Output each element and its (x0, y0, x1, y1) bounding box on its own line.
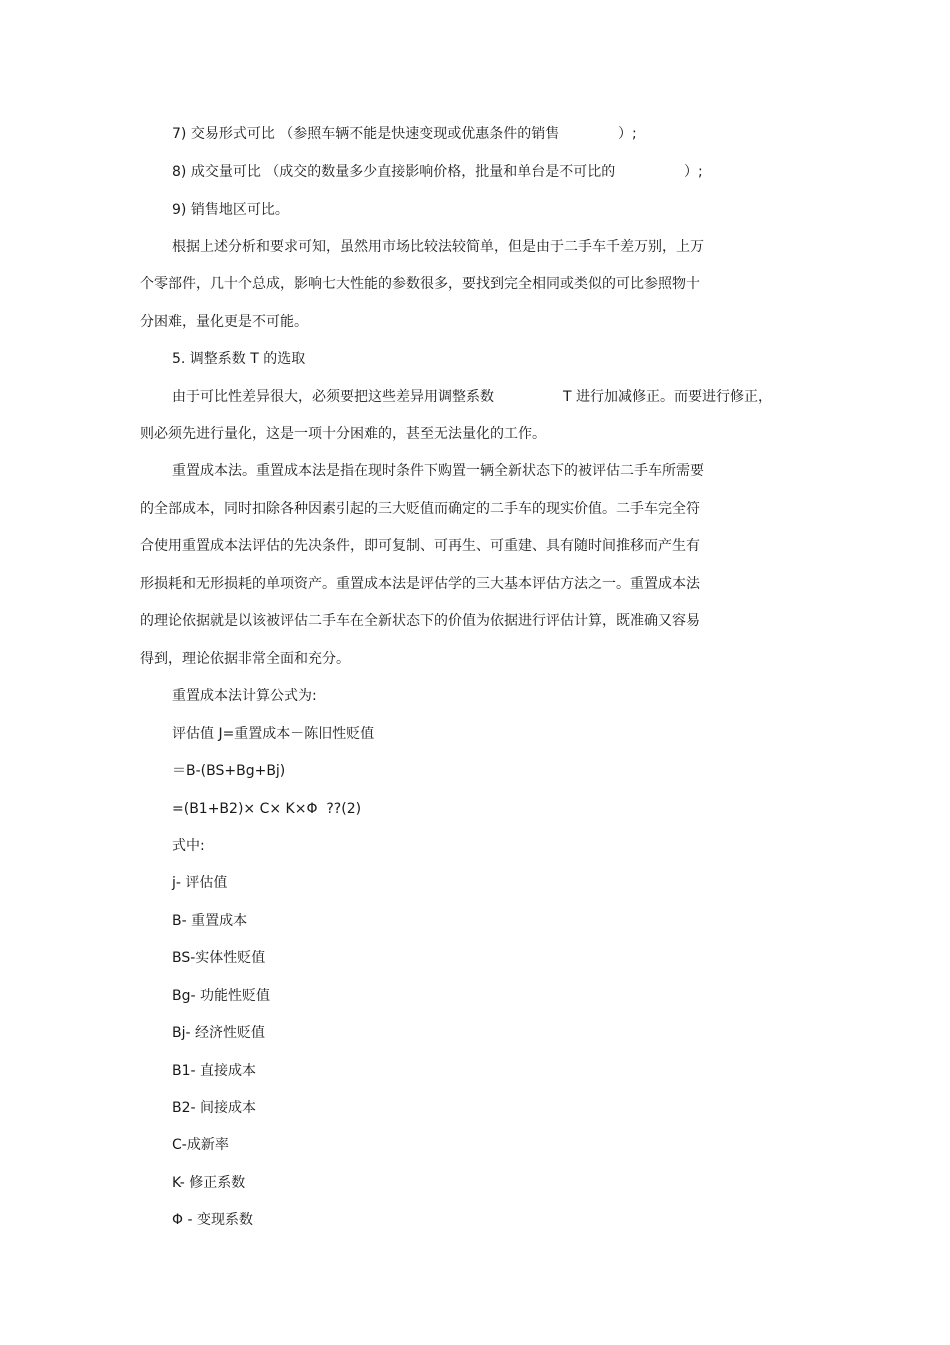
line-tail: ）; (618, 126, 637, 142)
legend-item: C-成新率 (172, 1137, 229, 1153)
line-text: 7) 交易形式可比 （参照车辆不能是快速变现或优惠条件的销售 (172, 126, 560, 142)
formula-line: =(B1+B2)× C× K×Φ ??(2) (172, 801, 362, 817)
legend-item: B2- 间接成本 (172, 1100, 257, 1116)
legend-heading: 式中: (172, 838, 205, 854)
text-line-7-trade-form (172, 125, 637, 143)
paragraph-line: 形损耗和无形损耗的单项资产。重置成本法是评估学的三大基本评估方法之一。重置成本法 (140, 576, 700, 592)
legend-item: j- 评估值 (172, 875, 228, 891)
text-line-9-region (172, 201, 289, 219)
formula-intro: 重置成本法计算公式为: (172, 688, 317, 704)
paragraph-line: 得到，理论依据非常全面和充分。 (140, 651, 350, 667)
line-tail: ）; (684, 164, 703, 180)
text-line-8-volume (172, 163, 703, 181)
legend-item: Bg- 功能性贬值 (172, 988, 270, 1004)
paragraph-line: 合使用重置成本法评估的先决条件，即可复制、可再生、可重建、具有随时间推移而产生有 (140, 538, 700, 554)
line-text: 9) 销售地区可比。 (172, 202, 289, 218)
paragraph-line: 由于可比性差异很大，必须要把这些差异用调整系数 T 进行加减修正。而要进行修正， (172, 389, 773, 405)
legend-item: B1- 直接成本 (172, 1063, 257, 1079)
legend-item: K- 修正系数 (172, 1175, 246, 1191)
line-text: 8) 成交量可比 （成交的数量多少直接影响价格，批量和单台是不可比的 (172, 164, 616, 180)
paragraph-line: 根据上述分析和要求可知，虽然用市场比较法较简单，但是由于二手车千差万别，上万 (172, 239, 704, 255)
paragraph-line: 分困难，量化更是不可能。 (140, 314, 308, 330)
paragraph-line: 则必须先进行量化，这是一项十分困难的，甚至无法量化的工作。 (140, 426, 546, 442)
legend-item: BS-实体性贬值 (172, 950, 266, 966)
legend-item: B- 重置成本 (172, 913, 248, 929)
section-heading: 5. 调整系数 T 的选取 (172, 351, 306, 367)
formula-line: 评估值 J=重置成本－陈旧性贬值 (172, 726, 375, 742)
formula-line: ＝B-(BS+Bg+Bj) (172, 763, 286, 779)
legend-item: Bj- 经济性贬值 (172, 1025, 265, 1041)
paragraph-line: 的理论依据就是以该被评估二手车在全新状态下的价值为依据进行评估计算，既准确又容易 (140, 613, 700, 629)
paragraph-line: 重置成本法。重置成本法是指在现时条件下购置一辆全新状态下的被评估二手车所需要 (172, 463, 704, 479)
paragraph-line: 个零部件，几十个总成，影响七大性能的参数很多，要找到完全相同或类似的可比参照物十 (140, 276, 700, 292)
legend-item: Φ - 变现系数 (172, 1212, 253, 1228)
paragraph-line: 的全部成本，同时扣除各种因素引起的三大贬值而确定的二手车的现实价值。二手车完全符 (140, 501, 700, 517)
